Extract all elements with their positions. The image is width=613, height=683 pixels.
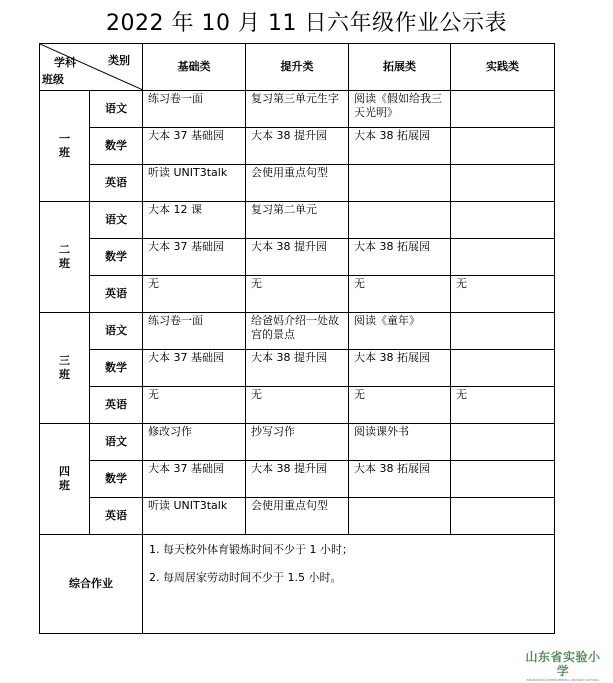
improve-cell: 会使用重点句型 [246,498,349,535]
improve-cell: 大本 38 提升园 [246,461,349,498]
table-row [40,498,555,535]
extend-cell [349,202,451,239]
extend-cell [349,165,451,202]
summary-item: 2. 每周居家劳动时间不少于 1.5 小时。 [149,571,342,584]
extend-cell: 大本 38 拓展园 [349,350,451,387]
corner-class-label: 班级 [42,73,64,86]
subject-cell: 语文 [90,313,143,350]
basic-cell: 大本 37 基础园 [143,239,246,276]
practice-cell [451,313,555,350]
school-logo-name: 山东省实验小学 [525,650,601,678]
class-cell-1 [40,91,90,202]
table-row [40,461,555,498]
basic-cell: 练习卷一面 [143,91,246,128]
basic-cell: 大本 37 基础园 [143,461,246,498]
practice-cell [451,128,555,165]
summary-content [143,535,555,634]
practice-cell [451,202,555,239]
class-name-top: 一 [59,132,70,145]
improve-cell: 抄写习作 [246,424,349,461]
corner-subject-label: 学科 [54,56,76,69]
extend-cell: 大本 38 拓展园 [349,461,451,498]
table-row [40,350,555,387]
class-name-top: 三 [59,354,70,367]
improve-cell: 无 [246,276,349,313]
practice-cell [451,239,555,276]
class-cell-2 [40,202,90,313]
practice-cell [451,165,555,202]
class-name-bottom: 班 [59,368,70,381]
improve-cell: 复习第三单元生字 [246,91,349,128]
subject-cell: 数学 [90,461,143,498]
school-logo [521,650,605,683]
practice-cell [451,498,555,535]
table-row [40,239,555,276]
basic-cell: 无 [143,276,246,313]
improve-cell: 无 [246,387,349,424]
table-row [40,202,555,239]
practice-cell [451,350,555,387]
improve-cell: 大本 38 提升园 [246,350,349,387]
corner-type-label: 类别 [108,54,130,67]
homework-table [39,43,555,634]
table-row [40,276,555,313]
practice-cell [451,424,555,461]
table-row [40,128,555,165]
practice-cell: 无 [451,276,555,313]
practice-cell [451,91,555,128]
column-header-extend: 拓展类 [349,44,451,91]
summary-item: 1. 每天校外体育锻炼时间不少于 1 小时； [149,543,353,556]
subject-cell: 数学 [90,350,143,387]
class-name-bottom: 班 [59,479,70,492]
page-title: 2022 年 10 月 11 日六年级作业公示表 [106,11,507,36]
subject-cell: 英语 [90,498,143,535]
extend-cell: 阅读《假如给我三天光明》 [349,91,451,128]
basic-cell: 修改习作 [143,424,246,461]
extend-cell: 大本 38 拓展园 [349,128,451,165]
extend-cell: 无 [349,387,451,424]
class-cell-4 [40,424,90,535]
basic-cell: 大本 12 课 [143,202,246,239]
basic-cell: 大本 37 基础园 [143,350,246,387]
class-name-bottom: 班 [59,146,70,159]
subject-cell: 语文 [90,424,143,461]
table-row [40,165,555,202]
table-row [40,91,555,128]
practice-cell: 无 [451,387,555,424]
class-name-bottom: 班 [59,257,70,270]
header-row [40,44,555,91]
table-row [40,424,555,461]
subject-cell: 英语 [90,165,143,202]
subject-cell: 语文 [90,91,143,128]
corner-cell [40,44,143,91]
extend-cell: 大本 38 拓展园 [349,239,451,276]
subject-cell: 英语 [90,276,143,313]
improve-cell: 复习第二单元 [246,202,349,239]
summary-row [40,535,555,634]
basic-cell: 听读 UNIT3talk [143,498,246,535]
subject-cell: 数学 [90,128,143,165]
basic-cell: 无 [143,387,246,424]
school-logo-english: SHANDONG EXPERIMENTAL PRIMARY SCHOOL [526,678,600,682]
extend-cell: 无 [349,276,451,313]
basic-cell: 听读 UNIT3talk [143,165,246,202]
class-name-top: 四 [59,465,70,478]
extend-cell [349,498,451,535]
column-header-improve: 提升类 [246,44,349,91]
column-header-practice: 实践类 [451,44,555,91]
column-header-basic: 基础类 [143,44,246,91]
improve-cell: 会使用重点句型 [246,165,349,202]
practice-cell [451,461,555,498]
basic-cell: 练习卷一面 [143,313,246,350]
improve-cell: 大本 38 提升园 [246,239,349,276]
improve-cell: 大本 38 提升园 [246,128,349,165]
summary-label: 综合作业 [40,535,143,634]
improve-cell: 给爸妈介绍一处故宫的景点 [246,313,349,350]
class-name-top: 二 [59,243,70,256]
table-row [40,387,555,424]
class-cell-3 [40,313,90,424]
extend-cell: 阅读课外书 [349,424,451,461]
subject-cell: 英语 [90,387,143,424]
subject-cell: 数学 [90,239,143,276]
basic-cell: 大本 37 基础园 [143,128,246,165]
subject-cell: 语文 [90,202,143,239]
extend-cell: 阅读《童年》 [349,313,451,350]
table-row [40,313,555,350]
